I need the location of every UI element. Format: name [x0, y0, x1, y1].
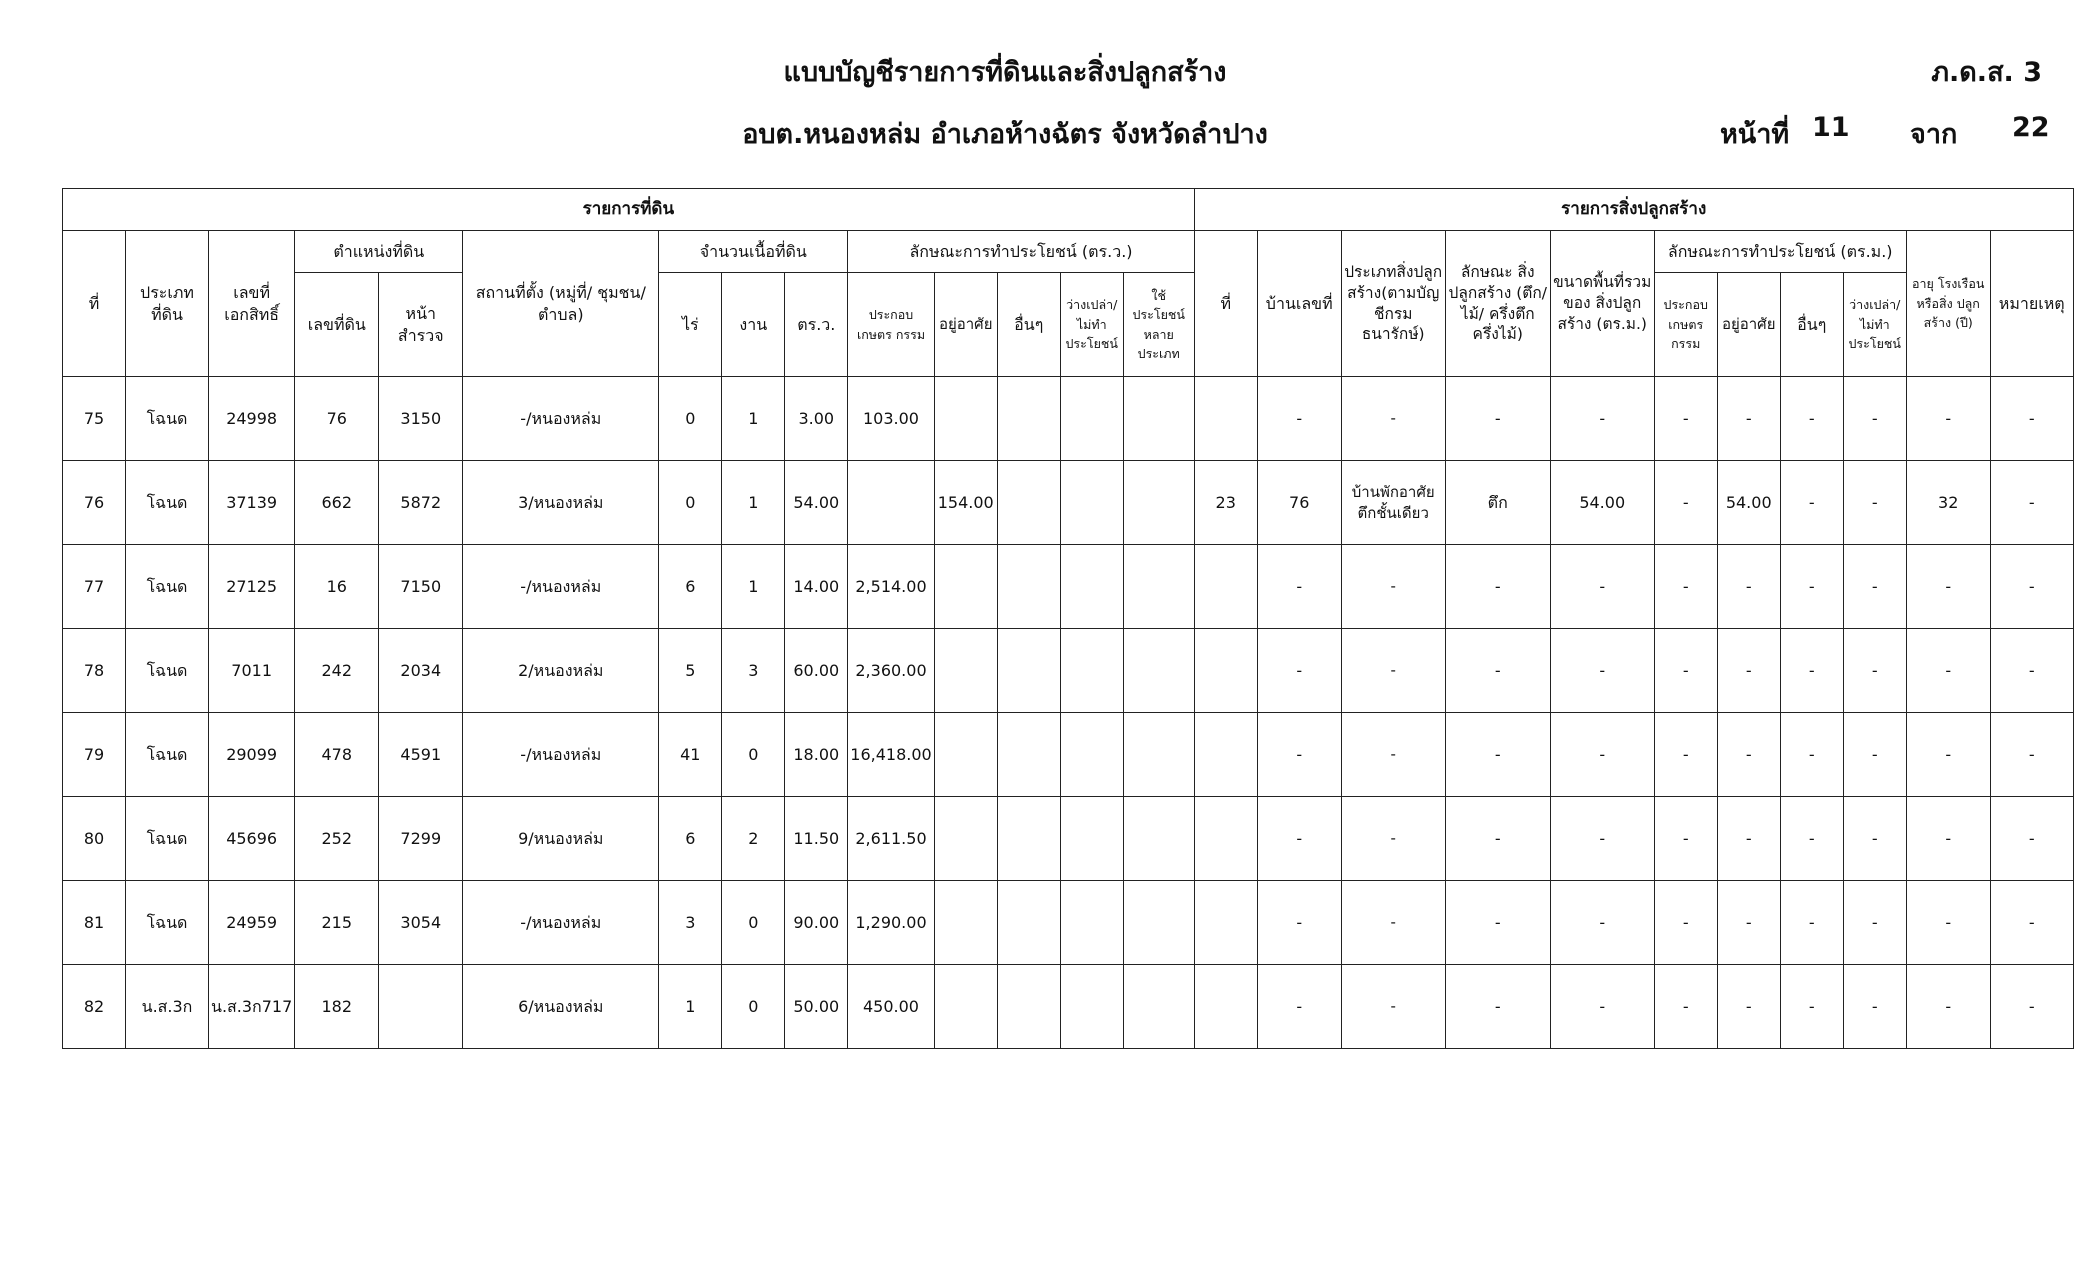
col-building-use: ลักษณะการทำประโยชน์ (ตร.ม.) [1654, 231, 1906, 273]
cell-building-age: - [1906, 797, 1990, 881]
cell-use-agri: 1,290.00 [848, 881, 934, 965]
table-row [63, 965, 2074, 1049]
cell-ngan: 1 [722, 461, 785, 545]
table-row [63, 545, 2074, 629]
cell-building-type: - [1341, 377, 1445, 461]
cell-b-other: - [1780, 629, 1843, 713]
col-land-use: ลักษณะการทำประโยชน์ (ตร.ว.) [848, 231, 1194, 273]
cell-parcel-no: 215 [295, 881, 379, 965]
col-location: สถานที่ตั้ง (หมู่ที่/ ชุมชน/ ตำบล) [463, 231, 659, 377]
cell-b-agri: - [1654, 965, 1717, 1049]
cell-title-deed-no: 24959 [209, 881, 295, 965]
cell-title-deed-no: 37139 [209, 461, 295, 545]
table-row [63, 629, 2074, 713]
cell-location: -/หนองหล่ม [463, 545, 659, 629]
cell-building-type: - [1341, 881, 1445, 965]
cell-b-vacant: - [1843, 797, 1906, 881]
cell-survey-page: 4591 [379, 713, 463, 797]
cell-use-multi [1123, 965, 1194, 1049]
cell-house-no: - [1257, 881, 1341, 965]
col-building-nature: ลักษณะ สิ่งปลูกสร้าง (ตึก/ไม้/ ครึ่งตึกครึ่งไม้) [1445, 231, 1550, 377]
col-building-no: ที่ [1194, 231, 1257, 377]
col-ngan: งาน [722, 273, 785, 377]
col-use-vacant: ว่างเปล่า/ ไม่ทำ ประโยชน์ [1060, 273, 1123, 377]
cell-b-residential: - [1717, 881, 1780, 965]
cell-land-type: โฉนด [126, 881, 209, 965]
cell-remarks: - [1990, 545, 2073, 629]
form-code: ภ.ด.ส. 3 [1931, 57, 2042, 88]
cell-use-residential [934, 797, 997, 881]
cell-b-agri: - [1654, 545, 1717, 629]
cell-b-vacant: - [1843, 377, 1906, 461]
cell-sq-wa: 60.00 [785, 629, 848, 713]
cell-b-agri: - [1654, 461, 1717, 545]
cell-building-nature: - [1445, 713, 1550, 797]
cell-building-no [1194, 797, 1257, 881]
cell-land-type: โฉนด [126, 797, 209, 881]
cell-parcel-no: 182 [295, 965, 379, 1049]
cell-sq-wa: 18.00 [785, 713, 848, 797]
cell-use-vacant [1060, 629, 1123, 713]
cell-use-other [997, 797, 1060, 881]
cell-use-other [997, 713, 1060, 797]
cell-use-agri [848, 461, 934, 545]
cell-land-type: โฉนด [126, 545, 209, 629]
cell-remarks: - [1990, 377, 2073, 461]
cell-use-residential [934, 965, 997, 1049]
cell-use-residential [934, 629, 997, 713]
cell-rai: 1 [659, 965, 722, 1049]
cell-use-agri: 16,418.00 [848, 713, 934, 797]
cell-use-vacant [1060, 965, 1123, 1049]
cell-building-no [1194, 629, 1257, 713]
cell-location: -/หนองหล่ม [463, 377, 659, 461]
cell-building-size: - [1550, 965, 1654, 1049]
cell-no: 77 [63, 545, 126, 629]
cell-use-multi [1123, 461, 1194, 545]
col-no: ที่ [63, 231, 126, 377]
cell-rai: 6 [659, 545, 722, 629]
cell-survey-page: 7299 [379, 797, 463, 881]
cell-building-age: - [1906, 629, 1990, 713]
cell-building-type: - [1341, 965, 1445, 1049]
cell-b-other: - [1780, 713, 1843, 797]
cell-house-no: - [1257, 965, 1341, 1049]
cell-house-no: - [1257, 545, 1341, 629]
cell-ngan: 3 [722, 629, 785, 713]
cell-b-other: - [1780, 377, 1843, 461]
cell-sq-wa: 90.00 [785, 881, 848, 965]
page-number: 11 [1812, 112, 1850, 143]
col-building-age: อายุ โรงเรือน หรือสิ่ง ปลูกสร้าง (ปี) [1906, 231, 1990, 377]
cell-building-type: บ้านพักอาศัยตึกชั้นเดียว [1341, 461, 1445, 545]
cell-building-no [1194, 545, 1257, 629]
cell-sq-wa: 50.00 [785, 965, 848, 1049]
cell-use-vacant [1060, 377, 1123, 461]
cell-location: 6/หนองหล่ม [463, 965, 659, 1049]
cell-use-residential [934, 545, 997, 629]
col-area: จำนวนเนื้อที่ดิน [659, 231, 848, 273]
cell-b-vacant: - [1843, 881, 1906, 965]
building-section-header: รายการสิ่งปลูกสร้าง [1194, 189, 2073, 231]
cell-use-other [997, 545, 1060, 629]
cell-rai: 0 [659, 461, 722, 545]
cell-use-multi [1123, 713, 1194, 797]
col-building-size: ขนาดพื้นที่รวม ของ สิ่งปลูกสร้าง (ตร.ม.) [1550, 231, 1654, 377]
cell-use-agri: 2,514.00 [848, 545, 934, 629]
cell-title-deed-no: 24998 [209, 377, 295, 461]
cell-building-nature: - [1445, 377, 1550, 461]
col-building-type: ประเภทสิ่งปลูก สร้าง(ตามบัญ ชีกรมธนารักษ์) [1341, 231, 1445, 377]
cell-location: 2/หนองหล่ม [463, 629, 659, 713]
cell-survey-page: 2034 [379, 629, 463, 713]
document-subtitle: อบต.หนองหล่ม อำเภอห้างฉัตร จังหวัดลำปาง [742, 119, 1268, 150]
cell-b-residential: - [1717, 713, 1780, 797]
cell-remarks: - [1990, 881, 2073, 965]
cell-building-no [1194, 713, 1257, 797]
cell-parcel-no: 242 [295, 629, 379, 713]
cell-location: -/หนองหล่ม [463, 713, 659, 797]
cell-building-type: - [1341, 629, 1445, 713]
cell-remarks: - [1990, 965, 2073, 1049]
cell-survey-page: 3054 [379, 881, 463, 965]
cell-building-no [1194, 965, 1257, 1049]
cell-sq-wa: 11.50 [785, 797, 848, 881]
cell-b-residential: 54.00 [1717, 461, 1780, 545]
cell-survey-page: 7150 [379, 545, 463, 629]
table-row [63, 713, 2074, 797]
cell-b-residential: - [1717, 545, 1780, 629]
cell-no: 79 [63, 713, 126, 797]
cell-house-no: - [1257, 713, 1341, 797]
cell-building-age: 32 [1906, 461, 1990, 545]
col-b-residential: อยู่อาศัย [1717, 273, 1780, 377]
cell-building-no: 23 [1194, 461, 1257, 545]
cell-building-age: - [1906, 965, 1990, 1049]
cell-b-agri: - [1654, 377, 1717, 461]
cell-use-vacant [1060, 713, 1123, 797]
cell-b-residential: - [1717, 797, 1780, 881]
cell-remarks: - [1990, 713, 2073, 797]
cell-b-other: - [1780, 965, 1843, 1049]
table-row [63, 461, 2074, 545]
cell-parcel-no: 252 [295, 797, 379, 881]
cell-use-multi [1123, 797, 1194, 881]
col-house-no: บ้านเลขที่ [1257, 231, 1341, 377]
cell-rai: 6 [659, 797, 722, 881]
cell-use-vacant [1060, 881, 1123, 965]
cell-b-vacant: - [1843, 545, 1906, 629]
cell-building-nature: - [1445, 965, 1550, 1049]
cell-use-vacant [1060, 797, 1123, 881]
col-b-vacant: ว่างเปล่า/ ไม่ทำ ประโยชน์ [1843, 273, 1906, 377]
cell-b-residential: - [1717, 629, 1780, 713]
cell-use-vacant [1060, 461, 1123, 545]
table-row [63, 881, 2074, 965]
table-row [63, 797, 2074, 881]
cell-b-agri: - [1654, 713, 1717, 797]
cell-title-deed-no: น.ส.3ก717 [209, 965, 295, 1049]
cell-use-multi [1123, 377, 1194, 461]
cell-parcel-no: 16 [295, 545, 379, 629]
cell-ngan: 2 [722, 797, 785, 881]
cell-b-residential: - [1717, 377, 1780, 461]
cell-building-size: - [1550, 797, 1654, 881]
col-rai: ไร่ [659, 273, 722, 377]
cell-b-other: - [1780, 881, 1843, 965]
cell-use-multi [1123, 629, 1194, 713]
cell-building-type: - [1341, 545, 1445, 629]
cell-building-nature: - [1445, 797, 1550, 881]
cell-survey-page: 5872 [379, 461, 463, 545]
cell-sq-wa: 14.00 [785, 545, 848, 629]
cell-location: -/หนองหล่ม [463, 881, 659, 965]
cell-no: 78 [63, 629, 126, 713]
col-title-deed-no: เลขที่ เอกสิทธิ์ [209, 231, 295, 377]
land-building-ledger-table [62, 188, 2074, 1049]
col-remarks: หมายเหตุ [1990, 231, 2073, 377]
cell-use-other [997, 461, 1060, 545]
cell-b-agri: - [1654, 629, 1717, 713]
total-pages: 22 [2012, 112, 2050, 143]
cell-building-no [1194, 377, 1257, 461]
cell-b-agri: - [1654, 797, 1717, 881]
cell-use-vacant [1060, 545, 1123, 629]
cell-rai: 41 [659, 713, 722, 797]
cell-use-residential: 154.00 [934, 461, 997, 545]
cell-ngan: 0 [722, 965, 785, 1049]
cell-house-no: - [1257, 377, 1341, 461]
cell-b-vacant: - [1843, 461, 1906, 545]
cell-use-other [997, 881, 1060, 965]
cell-rai: 5 [659, 629, 722, 713]
cell-ngan: 1 [722, 377, 785, 461]
cell-building-age: - [1906, 713, 1990, 797]
cell-location: 9/หนองหล่ม [463, 797, 659, 881]
cell-building-type: - [1341, 713, 1445, 797]
cell-ngan: 0 [722, 713, 785, 797]
cell-ngan: 0 [722, 881, 785, 965]
cell-use-agri: 2,360.00 [848, 629, 934, 713]
cell-b-vacant: - [1843, 713, 1906, 797]
col-sq-wa: ตร.ว. [785, 273, 848, 377]
cell-location: 3/หนองหล่ม [463, 461, 659, 545]
cell-building-nature: - [1445, 629, 1550, 713]
cell-no: 76 [63, 461, 126, 545]
cell-building-age: - [1906, 545, 1990, 629]
cell-use-other [997, 965, 1060, 1049]
cell-survey-page: 3150 [379, 377, 463, 461]
cell-remarks: - [1990, 629, 2073, 713]
cell-building-nature: ตึก [1445, 461, 1550, 545]
cell-b-vacant: - [1843, 629, 1906, 713]
cell-title-deed-no: 27125 [209, 545, 295, 629]
cell-b-other: - [1780, 545, 1843, 629]
col-land-position: ตำแหน่งที่ดิน [295, 231, 463, 273]
col-use-other: อื่นๆ [997, 273, 1060, 377]
col-use-residential: อยู่อาศัย [934, 273, 997, 377]
cell-use-residential [934, 713, 997, 797]
cell-b-vacant: - [1843, 965, 1906, 1049]
cell-sq-wa: 54.00 [785, 461, 848, 545]
col-survey-page: หน้า สำรวจ [379, 273, 463, 377]
cell-use-other [997, 629, 1060, 713]
table-row [63, 377, 2074, 461]
cell-remarks: - [1990, 461, 2073, 545]
col-b-other: อื่นๆ [1780, 273, 1843, 377]
cell-land-type: โฉนด [126, 461, 209, 545]
cell-land-type: โฉนด [126, 377, 209, 461]
cell-building-age: - [1906, 881, 1990, 965]
cell-title-deed-no: 45696 [209, 797, 295, 881]
cell-house-no: - [1257, 797, 1341, 881]
cell-rai: 0 [659, 377, 722, 461]
cell-house-no: 76 [1257, 461, 1341, 545]
cell-use-agri: 450.00 [848, 965, 934, 1049]
cell-survey-page [379, 965, 463, 1049]
cell-use-residential [934, 881, 997, 965]
cell-remarks: - [1990, 797, 2073, 881]
cell-ngan: 1 [722, 545, 785, 629]
cell-land-type: โฉนด [126, 713, 209, 797]
cell-title-deed-no: 29099 [209, 713, 295, 797]
cell-no: 82 [63, 965, 126, 1049]
page-label: หน้าที่ [1720, 119, 1790, 150]
cell-no: 80 [63, 797, 126, 881]
cell-building-nature: - [1445, 545, 1550, 629]
cell-use-multi [1123, 545, 1194, 629]
cell-building-size: - [1550, 713, 1654, 797]
cell-no: 81 [63, 881, 126, 965]
cell-use-multi [1123, 881, 1194, 965]
col-land-type: ประเภท ที่ดิน [126, 231, 209, 377]
cell-building-size: - [1550, 881, 1654, 965]
cell-parcel-no: 478 [295, 713, 379, 797]
of-label: จาก [1910, 119, 1958, 150]
cell-rai: 3 [659, 881, 722, 965]
cell-parcel-no: 662 [295, 461, 379, 545]
cell-use-agri: 103.00 [848, 377, 934, 461]
cell-building-age: - [1906, 377, 1990, 461]
cell-use-agri: 2,611.50 [848, 797, 934, 881]
col-b-agri: ประกอบ เกษตร กรรม [1654, 273, 1717, 377]
cell-use-other [997, 377, 1060, 461]
land-section-header: รายการที่ดิน [63, 189, 1195, 231]
col-parcel-no: เลขที่ดิน [295, 273, 379, 377]
cell-house-no: - [1257, 629, 1341, 713]
cell-title-deed-no: 7011 [209, 629, 295, 713]
cell-land-type: น.ส.3ก [126, 965, 209, 1049]
cell-land-type: โฉนด [126, 629, 209, 713]
cell-building-nature: - [1445, 881, 1550, 965]
cell-building-type: - [1341, 797, 1445, 881]
cell-b-residential: - [1717, 965, 1780, 1049]
cell-use-residential [934, 377, 997, 461]
cell-building-size: - [1550, 377, 1654, 461]
cell-no: 75 [63, 377, 126, 461]
cell-building-size: 54.00 [1550, 461, 1654, 545]
cell-building-size: - [1550, 545, 1654, 629]
cell-parcel-no: 76 [295, 377, 379, 461]
cell-b-agri: - [1654, 881, 1717, 965]
col-use-multi: ใช้ประโยชน์ หลาย ประเภท [1123, 273, 1194, 377]
cell-building-no [1194, 881, 1257, 965]
cell-building-size: - [1550, 629, 1654, 713]
cell-b-other: - [1780, 461, 1843, 545]
document-title: แบบบัญชีรายการที่ดินและสิ่งปลูกสร้าง [783, 57, 1227, 88]
cell-b-other: - [1780, 797, 1843, 881]
cell-sq-wa: 3.00 [785, 377, 848, 461]
col-use-agri: ประกอบ เกษตร กรรม [848, 273, 934, 377]
